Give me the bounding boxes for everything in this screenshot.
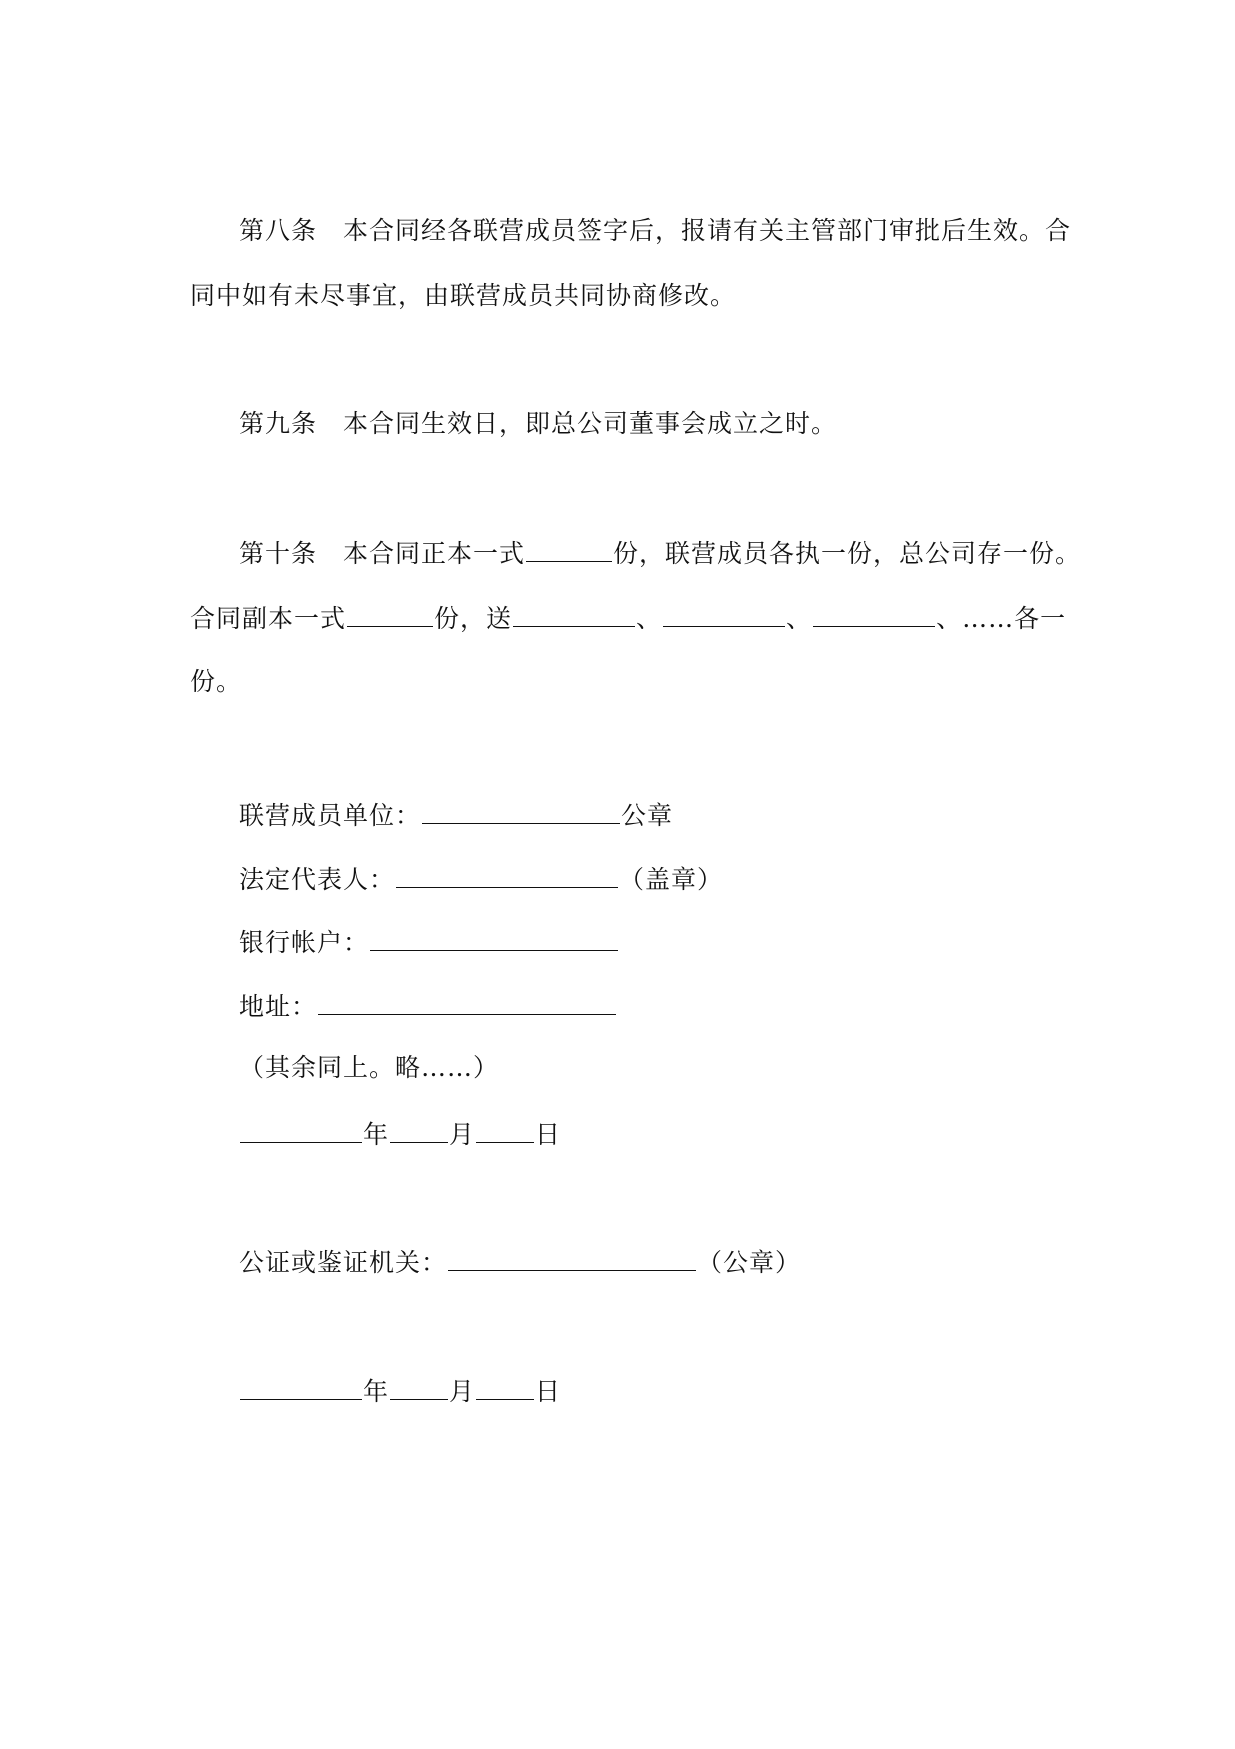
address-label: 地址： xyxy=(239,992,318,1021)
notary-day-blank[interactable] xyxy=(476,1373,534,1400)
signing-month-label: 月 xyxy=(449,1120,476,1149)
member-unit-blank[interactable] xyxy=(422,797,620,824)
separator-2: 、 xyxy=(786,604,813,633)
address-row xyxy=(239,988,617,1024)
recipient-blank-3[interactable] xyxy=(813,600,935,627)
address-blank[interactable] xyxy=(318,988,616,1015)
article10-text3: 份。 xyxy=(190,667,243,696)
article10-text1b: 份，联营成员各执一份，总公司存一份。 xyxy=(613,539,1082,568)
article8-text1: 本合同经各联营成员签字后，报请有关主管部门审批后生效。合 xyxy=(343,216,1072,245)
member-unit-label: 联营成员单位： xyxy=(239,801,422,830)
duplicate-copies-blank[interactable] xyxy=(347,600,433,627)
legal-rep-label: 法定代表人： xyxy=(239,865,396,894)
article10-line2 xyxy=(190,600,1066,636)
legal-rep-blank[interactable] xyxy=(396,861,618,888)
notary-date-row xyxy=(239,1373,561,1409)
signing-day-label: 日 xyxy=(535,1120,562,1149)
article9-number: 第九条 xyxy=(239,409,318,438)
original-copies-blank[interactable] xyxy=(526,535,612,562)
recipient-blank-1[interactable] xyxy=(513,600,635,627)
member-unit-suffix: 公章 xyxy=(621,801,674,830)
bank-account-blank[interactable] xyxy=(370,924,618,951)
signing-day-blank[interactable] xyxy=(476,1116,534,1143)
notary-year-label: 年 xyxy=(363,1377,390,1406)
signing-date-row xyxy=(239,1116,561,1152)
article10-text1a: 本合同正本一式 xyxy=(343,539,526,568)
signing-year-blank[interactable] xyxy=(240,1116,362,1143)
article9-line1 xyxy=(239,407,837,441)
article10-text2a: 合同副本一式 xyxy=(190,604,347,633)
article8-line2 xyxy=(190,279,736,313)
article10-text2b: 份，送 xyxy=(434,604,513,633)
legal-rep-suffix: （盖章） xyxy=(619,865,724,894)
notary-suffix: （公章） xyxy=(697,1248,802,1277)
article8-number: 第八条 xyxy=(239,216,318,245)
notary-blank[interactable] xyxy=(448,1244,696,1271)
article10-number: 第十条 xyxy=(239,539,318,568)
remainder-note xyxy=(239,1051,499,1085)
notary-month-blank[interactable] xyxy=(390,1373,448,1400)
article9-text1: 本合同生效日，即总公司董事会成立之时。 xyxy=(343,409,838,438)
legal-rep-row xyxy=(239,861,723,897)
notary-row xyxy=(239,1244,801,1280)
remainder-note-text: （其余同上。略……） xyxy=(239,1053,500,1082)
notary-label: 公证或鉴证机关： xyxy=(239,1248,448,1277)
article10-text2-end: 、……各一 xyxy=(936,604,1067,633)
notary-month-label: 月 xyxy=(449,1377,476,1406)
bank-account-row xyxy=(239,924,619,960)
signing-month-blank[interactable] xyxy=(390,1116,448,1143)
notary-year-blank[interactable] xyxy=(240,1373,362,1400)
signing-year-label: 年 xyxy=(363,1120,390,1149)
article10-line3 xyxy=(190,665,242,699)
notary-day-label: 日 xyxy=(535,1377,562,1406)
article8-text2: 同中如有未尽事宜，由联营成员共同协商修改。 xyxy=(190,281,737,310)
separator-1: 、 xyxy=(636,604,663,633)
bank-account-label: 银行帐户： xyxy=(239,928,370,957)
member-unit-row xyxy=(239,797,673,833)
recipient-blank-2[interactable] xyxy=(663,600,785,627)
article8-line1 xyxy=(239,214,1071,248)
article10-line1 xyxy=(239,535,1081,571)
